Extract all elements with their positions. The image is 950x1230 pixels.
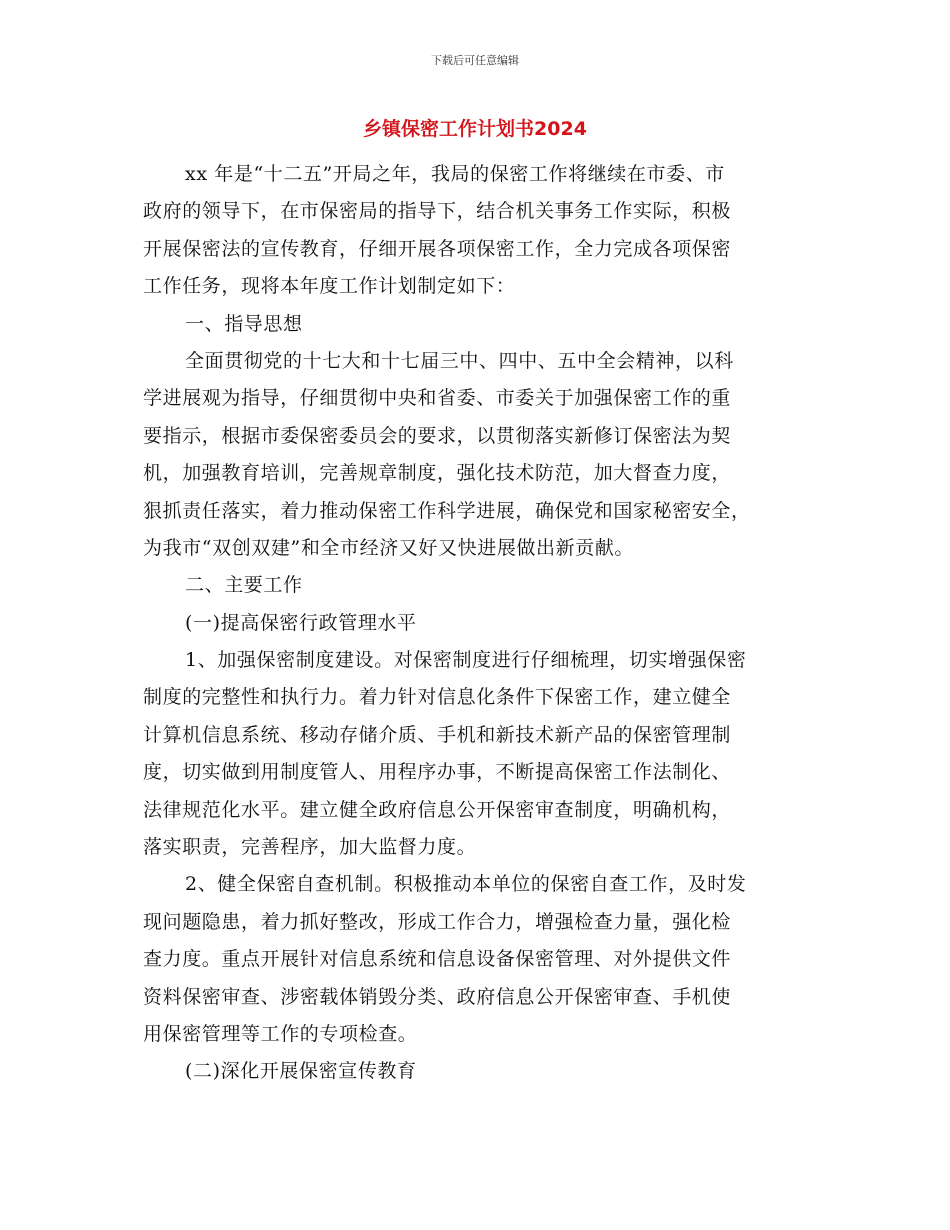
body-line: 2、健全保密自查机制。积极推动本单位的保密自查工作，及时发 (185, 873, 747, 896)
body-line: 计算机信息系统、移动存储介质、手机和新技术新产品的保密管理制 (143, 723, 732, 746)
body-line: 政府的领导下，在市保密局的指导下，结合机关事务工作实际，积极 (143, 200, 732, 223)
body-line: 开展保密法的宣传教育，仔细开展各项保密工作，全力完成各项保密 (143, 237, 732, 260)
body-line: 用保密管理等工作的专项检查。 (143, 1022, 418, 1045)
document-body (143, 156, 803, 1091)
subsection-heading: (一)提高保密行政管理水平 (185, 611, 417, 634)
body-line: 要指示，根据市委保密委员会的要求，以贯彻落实新修订保密法为契 (143, 424, 732, 447)
body-line: 度，切实做到用制度管人、用程序办事，不断提高保密工作法制化、 (143, 761, 732, 784)
body-line: 工作任务，现将本年度工作计划制定如下： (143, 275, 516, 298)
body-line: 落实职责，完善程序，加大监督力度。 (143, 836, 477, 859)
body-line: 为我市“双创双建”和全市经济又好又快进展做出新贡献。 (143, 536, 635, 559)
body-line: 狠抓责任落实，着力推动保密工作科学进展，确保党和国家秘密安全， (143, 499, 751, 522)
body-line: 资料保密审查、涉密载体销毁分类、政府信息公开保密审查、手机使 (143, 985, 732, 1008)
body-line: 制度的完整性和执行力。着力针对信息化条件下保密工作，建立健全 (143, 686, 732, 709)
section-heading: 一、指导思想 (185, 312, 303, 335)
body-line: 学进展观为指导，仔细贯彻中央和省委、市委关于加强保密工作的重 (143, 387, 732, 410)
body-line: 现问题隐患，着力抓好整改，形成工作合力，增强检查力量，强化检 (143, 910, 732, 933)
body-line: xx 年是“十二五”开局之年，我局的保密工作将继续在市委、市 (185, 163, 725, 185)
body-line: 机，加强教育培训，完善规章制度，强化技术防范，加大督查力度， (143, 462, 732, 485)
document-title: 乡镇保密工作计划书2024 (363, 118, 587, 140)
body-line: 查力度。重点开展针对信息系统和信息设备保密管理、对外提供文件 (143, 948, 732, 971)
subsection-heading: (二)深化开展保密宣传教育 (185, 1060, 417, 1083)
body-line: 1、加强保密制度建设。对保密制度进行仔细梳理，切实增强保密 (185, 649, 747, 672)
body-line: 全面贯彻党的十七大和十七届三中、四中、五中全会精神，以科 (185, 349, 734, 372)
header-note: 下载后可任意编辑 (431, 54, 519, 67)
section-heading: 二、主要工作 (185, 574, 303, 597)
body-line: 法律规范化水平。建立健全政府信息公开保密审查制度，明确机构， (143, 798, 732, 821)
